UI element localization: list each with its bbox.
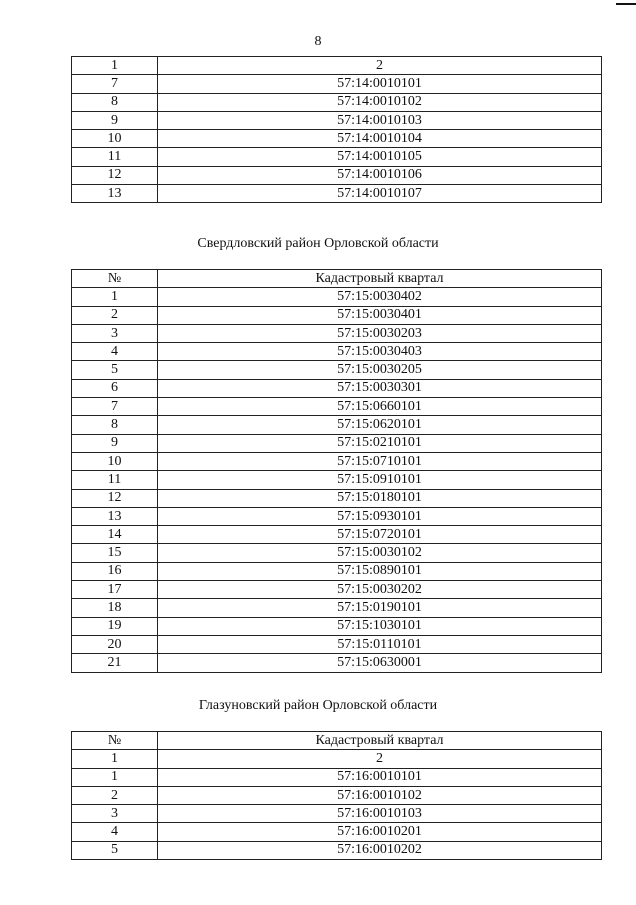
table-row [72,562,602,580]
row-number-cell: 12 [72,489,158,507]
table-row [72,599,602,617]
row-number-cell: 5 [72,361,158,379]
section-title-sverdlovsky: Свердловский район Орловской области [197,236,439,251]
table-row [72,526,602,544]
cadastral-quarter-cell: 57:14:0010102 [158,93,602,111]
cadastral-quarter-cell: 57:15:0630001 [158,654,602,672]
cadastral-quarter-cell: 57:15:0210101 [158,434,602,452]
table-body [72,57,602,203]
row-number-cell: 21 [72,654,158,672]
table-row [72,805,602,823]
row-number-cell: 1 [72,57,158,75]
table-row [72,452,602,470]
table-body [72,732,602,860]
table-row [72,507,602,525]
row-number-cell: 3 [72,805,158,823]
row-number-cell: 16 [72,562,158,580]
table-row [72,75,602,93]
row-number-cell: 18 [72,599,158,617]
table-row [72,617,602,635]
table-row [72,148,602,166]
corner-mark [616,3,636,5]
table-row [72,768,602,786]
cadastral-quarter-cell: 2 [158,57,602,75]
cadastral-quarter-cell: 57:15:0110101 [158,635,602,653]
row-number-cell: 4 [72,343,158,361]
row-number-cell: 2 [72,306,158,324]
table-row [72,185,602,203]
table-row [72,166,602,184]
cadastral-quarter-cell: 57:15:0190101 [158,599,602,617]
row-number-cell: 5 [72,841,158,859]
cadastral-quarter-cell: 57:16:0010201 [158,823,602,841]
row-number-cell: 2 [72,786,158,804]
table-row [72,111,602,129]
cadastral-quarter-cell: 57:15:0030202 [158,581,602,599]
table-header-row [72,57,602,75]
cadastral-quarter-cell: 57:15:0710101 [158,452,602,470]
row-number-cell: 12 [72,166,158,184]
row-number-cell: 1 [72,750,158,768]
cadastral-quarter-cell: 57:15:0890101 [158,562,602,580]
cadastral-quarter-cell: 57:14:0010107 [158,185,602,203]
table-subheader-row [72,750,602,768]
row-number-cell: 17 [72,581,158,599]
table-row [72,324,602,342]
row-number-cell: 11 [72,471,158,489]
row-number-cell: 15 [72,544,158,562]
cadastral-quarter-cell: 57:14:0010104 [158,130,602,148]
cadastral-quarter-cell: 57:15:0620101 [158,416,602,434]
cadastral-quarter-cell: 57:15:0930101 [158,507,602,525]
cadastral-quarter-cell: 57:15:0180101 [158,489,602,507]
section-title-glazunovsky: Глазуновский район Орловской области [198,698,438,713]
cadastral-quarter-cell: 57:14:0010106 [158,166,602,184]
cadastral-quarter-cell: Кадастровый квартал [158,732,602,750]
table-row [72,841,602,859]
table-row [72,434,602,452]
row-number-cell: 1 [72,768,158,786]
table-header-row [72,732,602,750]
table-row [72,654,602,672]
cadastral-table-sverdlovsky [71,269,602,673]
row-number-cell: 14 [72,526,158,544]
cadastral-quarter-cell: 57:14:0010103 [158,111,602,129]
cadastral-quarter-cell: 57:15:0030403 [158,343,602,361]
cadastral-quarter-cell: 57:14:0010101 [158,75,602,93]
row-number-cell: 7 [72,398,158,416]
cadastral-quarter-cell: 57:16:0010101 [158,768,602,786]
row-number-cell: 10 [72,452,158,470]
cadastral-quarter-cell: 57:15:0660101 [158,398,602,416]
table-body [72,270,602,673]
cadastral-quarter-cell: 57:16:0010102 [158,786,602,804]
cadastral-quarter-cell: 57:15:0030102 [158,544,602,562]
page-number: 8 [314,34,322,49]
table-row [72,361,602,379]
row-number-cell: 1 [72,288,158,306]
table-row [72,786,602,804]
cadastral-quarter-cell: 57:15:0030301 [158,379,602,397]
cadastral-quarter-cell: 57:16:0010202 [158,841,602,859]
row-number-cell: 8 [72,416,158,434]
table-row [72,489,602,507]
row-number-cell: 19 [72,617,158,635]
table-row [72,343,602,361]
row-number-cell: 4 [72,823,158,841]
table-row [72,288,602,306]
cadastral-quarter-cell: 57:15:0720101 [158,526,602,544]
row-number-cell: 13 [72,507,158,525]
row-number-cell: 20 [72,635,158,653]
row-number-cell: 9 [72,434,158,452]
cadastral-quarter-cell: Кадастровый квартал [158,270,602,288]
row-number-cell: 9 [72,111,158,129]
cadastral-quarter-cell: 57:15:1030101 [158,617,602,635]
row-number-cell: 13 [72,185,158,203]
table-row [72,416,602,434]
table-row [72,581,602,599]
cadastral-quarter-cell: 57:15:0030205 [158,361,602,379]
row-number-cell: 8 [72,93,158,111]
cadastral-quarter-cell: 57:16:0010103 [158,805,602,823]
table-row [72,471,602,489]
cadastral-quarter-cell: 2 [158,750,602,768]
table-row [72,93,602,111]
table-row [72,823,602,841]
row-number-cell: 3 [72,324,158,342]
cadastral-quarter-cell: 57:15:0030203 [158,324,602,342]
table-row [72,635,602,653]
table-row [72,544,602,562]
row-number-cell: № [72,732,158,750]
table-row [72,379,602,397]
row-number-cell: 6 [72,379,158,397]
row-number-cell: 7 [72,75,158,93]
cadastral-quarter-cell: 57:15:0030401 [158,306,602,324]
table-header-row [72,270,602,288]
cadastral-quarter-cell: 57:14:0010105 [158,148,602,166]
cadastral-quarter-cell: 57:15:0030402 [158,288,602,306]
row-number-cell: 10 [72,130,158,148]
cadastral-table-glazunovsky [71,731,602,860]
table-row [72,130,602,148]
row-number-cell: № [72,270,158,288]
table-row [72,398,602,416]
cadastral-quarter-cell: 57:15:0910101 [158,471,602,489]
table-row [72,306,602,324]
row-number-cell: 11 [72,148,158,166]
cadastral-table-continued [71,56,602,203]
